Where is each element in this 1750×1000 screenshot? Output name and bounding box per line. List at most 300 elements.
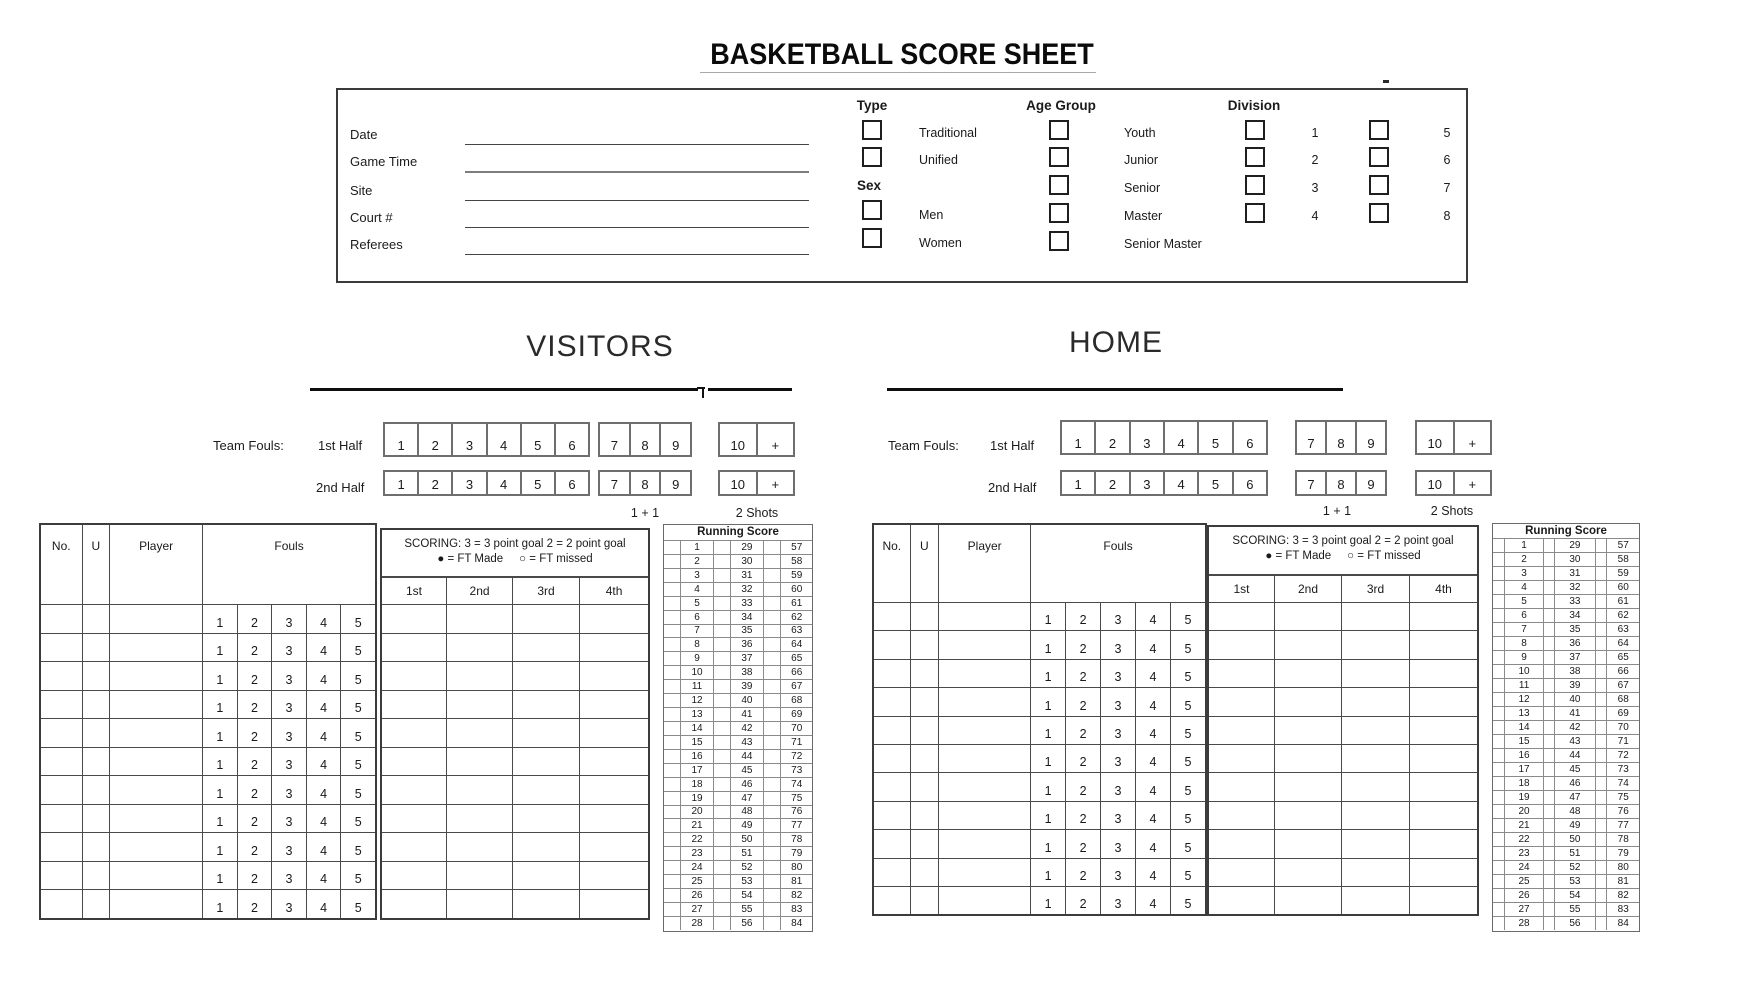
visitors-running-score-number[interactable]: 24: [680, 861, 714, 874]
home-foul-cell-5[interactable]: 5: [1170, 717, 1205, 744]
home-running-score-number[interactable]: 45: [1554, 763, 1594, 776]
home-running-score-number[interactable]: 25: [1504, 875, 1543, 888]
home-running-score-number[interactable]: 42: [1554, 721, 1594, 734]
home-running-score-blank-cell[interactable]: [1543, 539, 1554, 552]
home-running-score-number[interactable]: 7: [1504, 623, 1543, 636]
home-running-score-number[interactable]: 19: [1504, 791, 1543, 804]
visitors-running-score-blank-cell[interactable]: [713, 680, 730, 693]
visitors-running-score-number[interactable]: 63: [780, 625, 812, 638]
home-scoring-cell-2nd[interactable]: [1274, 745, 1341, 772]
home-running-score-blank-cell[interactable]: [1595, 903, 1607, 916]
home-player-no-cell[interactable]: [874, 830, 910, 857]
home-running-score-blank-cell[interactable]: [1493, 581, 1504, 594]
visitors-foul-cell-3[interactable]: 3: [271, 691, 306, 719]
visitors-foul-cell-1[interactable]: 1: [216, 786, 224, 801]
home-foul-cell-5[interactable]: 5: [1170, 688, 1205, 715]
home-player-name-cell[interactable]: [938, 802, 1030, 829]
visitors-team-foul-cell-+[interactable]: +: [756, 472, 794, 494]
home-running-score-number[interactable]: 50: [1554, 833, 1594, 846]
visitors-team-foul-cell-10[interactable]: 10: [730, 438, 745, 453]
home-running-score-blank-cell[interactable]: [1543, 763, 1554, 776]
visitors-running-score-number[interactable]: 8: [680, 638, 714, 651]
home-foul-cell-4[interactable]: 4: [1135, 887, 1170, 914]
home-running-score-blank-cell[interactable]: [1493, 651, 1504, 664]
home-scoring-cell-1st[interactable]: [1209, 745, 1274, 772]
home-running-score-number[interactable]: 78: [1606, 833, 1639, 846]
home-running-score-blank-cell[interactable]: [1543, 735, 1554, 748]
visitors-foul-cell-4[interactable]: 4: [306, 776, 341, 804]
home-team-foul-cell-5[interactable]: 5: [1197, 422, 1231, 453]
home-running-score-blank-cell[interactable]: [1543, 665, 1554, 678]
home-scoring-cell-4th[interactable]: [1409, 717, 1477, 744]
visitors-foul-cell-1[interactable]: 1: [216, 872, 224, 886]
visitors-scoring-cell-2nd[interactable]: [446, 833, 512, 861]
home-player-no-cell[interactable]: [874, 802, 910, 829]
home-running-score-blank-cell[interactable]: [1493, 609, 1504, 622]
sex-checkbox-2[interactable]: [862, 228, 882, 248]
home-running-score-number[interactable]: 75: [1606, 791, 1639, 804]
visitors-running-score-blank-cell[interactable]: [713, 569, 730, 582]
home-running-score-number[interactable]: 64: [1606, 637, 1639, 650]
visitors-running-score-number[interactable]: 28: [680, 917, 714, 930]
home-foul-cell-5[interactable]: 5: [1170, 631, 1205, 658]
visitors-running-score-blank-cell[interactable]: [664, 736, 680, 749]
visitors-foul-cell-1[interactable]: 1: [216, 815, 224, 829]
visitors-player-u-cell[interactable]: [82, 748, 110, 776]
home-running-score-blank-cell[interactable]: [1595, 637, 1607, 650]
home-scoring-cell-1st[interactable]: [1209, 830, 1274, 857]
visitors-scoring-cell-1st[interactable]: [382, 833, 446, 861]
home-running-score-blank-cell[interactable]: [1493, 665, 1504, 678]
visitors-running-score-number[interactable]: 34: [730, 611, 763, 624]
home-running-score-number[interactable]: 80: [1606, 861, 1639, 874]
home-scoring-cell-3rd[interactable]: [1341, 688, 1409, 715]
visitors-running-score-blank-cell[interactable]: [763, 847, 781, 860]
visitors-running-score-number[interactable]: 72: [780, 750, 812, 763]
home-running-score-number[interactable]: 17: [1504, 763, 1543, 776]
division-checkbox-3[interactable]: [1245, 175, 1265, 195]
visitors-foul-cell-1[interactable]: 1: [216, 672, 224, 687]
visitors-team-foul-cell-2[interactable]: 2: [417, 424, 451, 455]
home-running-score-blank-cell[interactable]: [1595, 777, 1607, 790]
home-running-score-blank-cell[interactable]: [1595, 791, 1607, 804]
visitors-foul-cell-2[interactable]: 2: [237, 890, 272, 918]
home-scoring-cell-1st[interactable]: [1209, 717, 1274, 744]
division-checkbox-1[interactable]: [1245, 120, 1265, 140]
visitors-running-score-blank-cell[interactable]: [664, 792, 680, 805]
visitors-running-score-number[interactable]: 78: [780, 833, 812, 846]
visitors-running-score-number[interactable]: 44: [730, 750, 763, 763]
home-player-name-cell[interactable]: [938, 631, 1030, 658]
visitors-running-score-blank-cell[interactable]: [763, 736, 781, 749]
home-running-score-number[interactable]: 26: [1504, 889, 1543, 902]
visitors-running-score-blank-cell[interactable]: [713, 875, 730, 888]
visitors-running-score-number[interactable]: 26: [680, 889, 714, 902]
visitors-team-foul-cell-1[interactable]: 1: [397, 438, 405, 453]
home-running-score-blank-cell[interactable]: [1595, 567, 1607, 580]
visitors-running-score-blank-cell[interactable]: [713, 555, 730, 568]
home-foul-cell-1[interactable]: 1: [1044, 698, 1052, 713]
home-running-score-blank-cell[interactable]: [1543, 805, 1554, 818]
home-running-score-blank-cell[interactable]: [1543, 861, 1554, 874]
visitors-running-score-number[interactable]: 57: [780, 541, 812, 554]
visitors-running-score-number[interactable]: 43: [730, 736, 763, 749]
home-foul-cell-2[interactable]: 2: [1065, 631, 1100, 658]
visitors-player-u-cell[interactable]: [82, 862, 110, 890]
home-foul-cell-3[interactable]: 3: [1100, 717, 1135, 744]
home-running-score-number[interactable]: 38: [1554, 665, 1594, 678]
home-foul-cell-1[interactable]: 1: [1044, 641, 1052, 656]
home-scoring-cell-3rd[interactable]: [1341, 745, 1409, 772]
home-foul-cell-3[interactable]: 3: [1100, 887, 1135, 914]
home-running-score-number[interactable]: 81: [1606, 875, 1639, 888]
visitors-running-score-blank-cell[interactable]: [713, 903, 730, 916]
home-running-score-number[interactable]: 61: [1606, 595, 1639, 608]
home-foul-cell-4[interactable]: 4: [1135, 631, 1170, 658]
visitors-running-score-blank-cell[interactable]: [713, 541, 730, 554]
home-foul-cell-3[interactable]: 3: [1100, 603, 1135, 630]
visitors-running-score-number[interactable]: 67: [780, 680, 812, 693]
visitors-foul-cell-3[interactable]: 3: [271, 605, 306, 633]
visitors-running-score-number[interactable]: 37: [730, 652, 763, 665]
home-player-u-cell[interactable]: [910, 745, 939, 772]
home-running-score-number[interactable]: 6: [1504, 609, 1543, 622]
visitors-foul-cell-3[interactable]: 3: [271, 776, 306, 804]
home-foul-cell-5[interactable]: 5: [1170, 660, 1205, 687]
visitors-player-name-cell[interactable]: [109, 890, 202, 918]
home-player-no-cell[interactable]: [874, 859, 910, 886]
visitors-foul-cell-3[interactable]: 3: [271, 662, 306, 690]
visitors-running-score-number[interactable]: 65: [780, 652, 812, 665]
home-team-name-line[interactable]: [887, 388, 1343, 391]
visitors-team-foul-cell-10[interactable]: 10: [730, 477, 745, 492]
visitors-running-score-number[interactable]: 6: [680, 611, 714, 624]
home-running-score-blank-cell[interactable]: [1493, 861, 1504, 874]
visitors-running-score-blank-cell[interactable]: [713, 736, 730, 749]
home-running-score-blank-cell[interactable]: [1595, 833, 1607, 846]
home-running-score-blank-cell[interactable]: [1543, 623, 1554, 636]
visitors-running-score-blank-cell[interactable]: [664, 764, 680, 777]
home-foul-cell-1[interactable]: 1: [1044, 670, 1052, 685]
home-running-score-blank-cell[interactable]: [1543, 721, 1554, 734]
visitors-foul-cell-3[interactable]: 3: [271, 833, 306, 861]
visitors-foul-cell-1[interactable]: 1: [216, 758, 224, 772]
home-running-score-blank-cell[interactable]: [1595, 679, 1607, 692]
home-running-score-blank-cell[interactable]: [1543, 847, 1554, 860]
home-foul-cell-3[interactable]: 3: [1100, 802, 1135, 829]
home-running-score-number[interactable]: 33: [1554, 595, 1594, 608]
home-foul-cell-1[interactable]: 1: [1044, 868, 1052, 883]
home-player-no-cell[interactable]: [874, 745, 910, 772]
visitors-scoring-cell-3rd[interactable]: [512, 748, 579, 776]
home-running-score-number[interactable]: 1: [1504, 539, 1543, 552]
visitors-running-score-number[interactable]: 11: [680, 680, 714, 693]
visitors-running-score-blank-cell[interactable]: [713, 722, 730, 735]
visitors-running-score-number[interactable]: 42: [730, 722, 763, 735]
visitors-foul-cell-2[interactable]: 2: [237, 833, 272, 861]
division-checkbox-7[interactable]: [1369, 175, 1389, 195]
visitors-running-score-blank-cell[interactable]: [664, 806, 680, 819]
visitors-scoring-cell-4th[interactable]: [579, 833, 648, 861]
home-running-score-blank-cell[interactable]: [1543, 679, 1554, 692]
home-foul-cell-4[interactable]: 4: [1135, 603, 1170, 630]
visitors-running-score-number[interactable]: 73: [780, 764, 812, 777]
home-team-foul-cell-1[interactable]: 1: [1074, 477, 1082, 492]
home-running-score-number[interactable]: 21: [1504, 819, 1543, 832]
home-running-score-blank-cell[interactable]: [1493, 553, 1504, 566]
visitors-foul-cell-2[interactable]: 2: [237, 634, 272, 662]
visitors-running-score-blank-cell[interactable]: [763, 652, 781, 665]
visitors-foul-cell-5[interactable]: 5: [340, 748, 375, 776]
home-player-no-cell[interactable]: [874, 773, 910, 800]
visitors-running-score-blank-cell[interactable]: [664, 652, 680, 665]
visitors-running-score-number[interactable]: 83: [780, 903, 812, 916]
visitors-player-no-cell[interactable]: [41, 776, 82, 804]
visitors-running-score-blank-cell[interactable]: [763, 917, 781, 930]
visitors-scoring-cell-4th[interactable]: [579, 776, 648, 804]
home-running-score-blank-cell[interactable]: [1595, 917, 1607, 930]
visitors-foul-cell-2[interactable]: 2: [237, 662, 272, 690]
visitors-team-foul-cell-4[interactable]: 4: [486, 472, 520, 494]
home-running-score-blank-cell[interactable]: [1493, 791, 1504, 804]
visitors-running-score-number[interactable]: 32: [730, 583, 763, 596]
visitors-player-name-cell[interactable]: [109, 605, 202, 633]
home-running-score-blank-cell[interactable]: [1595, 651, 1607, 664]
visitors-running-score-blank-cell[interactable]: [664, 847, 680, 860]
home-scoring-cell-2nd[interactable]: [1274, 717, 1341, 744]
visitors-running-score-number[interactable]: 30: [730, 555, 763, 568]
visitors-running-score-number[interactable]: 52: [730, 861, 763, 874]
visitors-running-score-number[interactable]: 74: [780, 778, 812, 791]
visitors-running-score-number[interactable]: 48: [730, 806, 763, 819]
visitors-running-score-number[interactable]: 77: [780, 819, 812, 832]
home-foul-cell-2[interactable]: 2: [1065, 688, 1100, 715]
home-scoring-cell-4th[interactable]: [1409, 802, 1477, 829]
visitors-foul-cell-4[interactable]: 4: [306, 833, 341, 861]
home-foul-cell-5[interactable]: 5: [1170, 603, 1205, 630]
visitors-team-foul-cell-4[interactable]: 4: [486, 424, 520, 455]
home-foul-cell-5[interactable]: 5: [1170, 773, 1205, 800]
visitors-running-score-number[interactable]: 50: [730, 833, 763, 846]
home-foul-cell-2[interactable]: 2: [1065, 859, 1100, 886]
home-foul-cell-5[interactable]: 5: [1170, 887, 1205, 914]
visitors-running-score-blank-cell[interactable]: [763, 792, 781, 805]
visitors-foul-cell-4[interactable]: 4: [306, 748, 341, 776]
visitors-running-score-blank-cell[interactable]: [713, 583, 730, 596]
visitors-running-score-blank-cell[interactable]: [664, 708, 680, 721]
home-player-no-cell[interactable]: [874, 887, 910, 914]
home-running-score-number[interactable]: 12: [1504, 693, 1543, 706]
visitors-running-score-blank-cell[interactable]: [664, 875, 680, 888]
home-running-score-number[interactable]: 16: [1504, 749, 1543, 762]
home-running-score-number[interactable]: 70: [1606, 721, 1639, 734]
visitors-running-score-blank-cell[interactable]: [713, 638, 730, 651]
home-running-score-number[interactable]: 52: [1554, 861, 1594, 874]
visitors-foul-cell-3[interactable]: 3: [271, 748, 306, 776]
home-foul-cell-3[interactable]: 3: [1100, 688, 1135, 715]
home-team-foul-cell-+[interactable]: +: [1453, 472, 1491, 494]
home-running-score-number[interactable]: 20: [1504, 805, 1543, 818]
visitors-foul-cell-4[interactable]: 4: [306, 862, 341, 890]
visitors-running-score-number[interactable]: 14: [680, 722, 714, 735]
visitors-scoring-cell-2nd[interactable]: [446, 890, 512, 918]
home-foul-cell-2[interactable]: 2: [1065, 603, 1100, 630]
home-scoring-cell-3rd[interactable]: [1341, 802, 1409, 829]
visitors-foul-cell-4[interactable]: 4: [306, 691, 341, 719]
visitors-running-score-number[interactable]: 40: [730, 694, 763, 707]
home-scoring-cell-2nd[interactable]: [1274, 603, 1341, 630]
home-player-u-cell[interactable]: [910, 773, 939, 800]
home-running-score-blank-cell[interactable]: [1595, 749, 1607, 762]
visitors-running-score-number[interactable]: 19: [680, 792, 714, 805]
home-running-score-number[interactable]: 71: [1606, 735, 1639, 748]
home-running-score-blank-cell[interactable]: [1595, 707, 1607, 720]
home-scoring-cell-2nd[interactable]: [1274, 660, 1341, 687]
visitors-player-name-cell[interactable]: [109, 862, 202, 890]
visitors-running-score-number[interactable]: 47: [730, 792, 763, 805]
visitors-foul-cell-4[interactable]: 4: [306, 634, 341, 662]
visitors-running-score-blank-cell[interactable]: [713, 847, 730, 860]
visitors-running-score-number[interactable]: 2: [680, 555, 714, 568]
visitors-running-score-number[interactable]: 80: [780, 861, 812, 874]
home-running-score-number[interactable]: 37: [1554, 651, 1594, 664]
home-player-name-cell[interactable]: [938, 688, 1030, 715]
visitors-running-score-blank-cell[interactable]: [713, 778, 730, 791]
home-running-score-blank-cell[interactable]: [1493, 889, 1504, 902]
home-scoring-cell-4th[interactable]: [1409, 631, 1477, 658]
visitors-running-score-number[interactable]: 60: [780, 583, 812, 596]
visitors-running-score-blank-cell[interactable]: [763, 764, 781, 777]
visitors-scoring-cell-3rd[interactable]: [512, 776, 579, 804]
visitors-foul-cell-2[interactable]: 2: [237, 748, 272, 776]
home-scoring-cell-2nd[interactable]: [1274, 887, 1341, 914]
visitors-scoring-cell-3rd[interactable]: [512, 890, 579, 918]
type-checkbox-2[interactable]: [862, 147, 882, 167]
home-player-no-cell[interactable]: [874, 688, 910, 715]
home-foul-cell-5[interactable]: 5: [1170, 745, 1205, 772]
visitors-scoring-cell-1st[interactable]: [382, 805, 446, 833]
home-foul-cell-5[interactable]: 5: [1170, 859, 1205, 886]
home-running-score-number[interactable]: 22: [1504, 833, 1543, 846]
home-running-score-number[interactable]: 4: [1504, 581, 1543, 594]
visitors-scoring-cell-3rd[interactable]: [512, 833, 579, 861]
visitors-running-score-blank-cell[interactable]: [763, 541, 781, 554]
home-running-score-number[interactable]: 2: [1504, 553, 1543, 566]
division-checkbox-4[interactable]: [1245, 203, 1265, 223]
visitors-foul-cell-3[interactable]: 3: [271, 719, 306, 747]
home-scoring-cell-2nd[interactable]: [1274, 688, 1341, 715]
home-running-score-blank-cell[interactable]: [1543, 833, 1554, 846]
home-running-score-number[interactable]: 13: [1504, 707, 1543, 720]
home-scoring-cell-4th[interactable]: [1409, 688, 1477, 715]
visitors-foul-cell-1[interactable]: 1: [216, 701, 224, 715]
visitors-scoring-cell-4th[interactable]: [579, 862, 648, 890]
home-running-score-number[interactable]: 41: [1554, 707, 1594, 720]
visitors-player-name-cell[interactable]: [109, 634, 202, 662]
home-running-score-number[interactable]: 51: [1554, 847, 1594, 860]
home-player-u-cell[interactable]: [910, 603, 939, 630]
visitors-running-score-blank-cell[interactable]: [763, 666, 781, 679]
visitors-scoring-cell-2nd[interactable]: [446, 634, 512, 662]
home-running-score-number[interactable]: 73: [1606, 763, 1639, 776]
visitors-foul-cell-3[interactable]: 3: [271, 634, 306, 662]
home-foul-cell-5[interactable]: 5: [1170, 830, 1205, 857]
age-group-checkbox-4[interactable]: [1049, 203, 1069, 223]
home-running-score-number[interactable]: 5: [1504, 595, 1543, 608]
visitors-running-score-blank-cell[interactable]: [713, 889, 730, 902]
home-running-score-number[interactable]: 72: [1606, 749, 1639, 762]
visitors-running-score-number[interactable]: 58: [780, 555, 812, 568]
home-running-score-blank-cell[interactable]: [1493, 903, 1504, 916]
home-running-score-number[interactable]: 15: [1504, 735, 1543, 748]
visitors-running-score-blank-cell[interactable]: [763, 806, 781, 819]
visitors-scoring-cell-1st[interactable]: [382, 890, 446, 918]
visitors-scoring-cell-3rd[interactable]: [512, 691, 579, 719]
home-foul-cell-3[interactable]: 3: [1100, 859, 1135, 886]
visitors-player-no-cell[interactable]: [41, 862, 82, 890]
home-running-score-number[interactable]: 32: [1554, 581, 1594, 594]
visitors-foul-cell-3[interactable]: 3: [271, 805, 306, 833]
visitors-foul-cell-1[interactable]: 1: [216, 843, 224, 858]
home-scoring-cell-3rd[interactable]: [1341, 660, 1409, 687]
visitors-running-score-blank-cell[interactable]: [763, 889, 781, 902]
home-player-u-cell[interactable]: [910, 802, 939, 829]
home-running-score-number[interactable]: 27: [1504, 903, 1543, 916]
home-running-score-number[interactable]: 62: [1606, 609, 1639, 622]
home-running-score-blank-cell[interactable]: [1595, 763, 1607, 776]
visitors-running-score-number[interactable]: 45: [730, 764, 763, 777]
visitors-running-score-number[interactable]: 82: [780, 889, 812, 902]
visitors-running-score-blank-cell[interactable]: [763, 708, 781, 721]
visitors-foul-cell-5[interactable]: 5: [340, 691, 375, 719]
visitors-running-score-number[interactable]: 5: [680, 597, 714, 610]
home-player-name-cell[interactable]: [938, 830, 1030, 857]
home-scoring-cell-3rd[interactable]: [1341, 887, 1409, 914]
home-running-score-blank-cell[interactable]: [1493, 693, 1504, 706]
visitors-running-score-blank-cell[interactable]: [763, 819, 781, 832]
visitors-running-score-number[interactable]: 69: [780, 708, 812, 721]
home-running-score-blank-cell[interactable]: [1493, 875, 1504, 888]
home-foul-cell-3[interactable]: 3: [1100, 745, 1135, 772]
visitors-running-score-number[interactable]: 56: [730, 917, 763, 930]
visitors-team-foul-cell-3[interactable]: 3: [451, 472, 485, 494]
visitors-foul-cell-4[interactable]: 4: [306, 662, 341, 690]
visitors-running-score-number[interactable]: 35: [730, 625, 763, 638]
home-player-name-cell[interactable]: [938, 745, 1030, 772]
home-scoring-cell-2nd[interactable]: [1274, 802, 1341, 829]
home-running-score-number[interactable]: 24: [1504, 861, 1543, 874]
field-line-date[interactable]: [465, 144, 809, 145]
home-running-score-blank-cell[interactable]: [1493, 623, 1504, 636]
visitors-player-u-cell[interactable]: [82, 776, 110, 804]
home-running-score-number[interactable]: 31: [1554, 567, 1594, 580]
visitors-scoring-cell-1st[interactable]: [382, 605, 446, 633]
visitors-scoring-cell-2nd[interactable]: [446, 805, 512, 833]
visitors-running-score-blank-cell[interactable]: [713, 666, 730, 679]
home-team-foul-cell-9[interactable]: 9: [1355, 472, 1385, 494]
home-scoring-cell-4th[interactable]: [1409, 773, 1477, 800]
home-player-name-cell[interactable]: [938, 887, 1030, 914]
visitors-team-foul-cell-5[interactable]: 5: [520, 472, 554, 494]
home-team-foul-cell-6[interactable]: 6: [1232, 422, 1266, 453]
visitors-running-score-blank-cell[interactable]: [664, 833, 680, 846]
home-scoring-cell-2nd[interactable]: [1274, 830, 1341, 857]
home-scoring-cell-2nd[interactable]: [1274, 631, 1341, 658]
home-running-score-number[interactable]: 18: [1504, 777, 1543, 790]
visitors-running-score-blank-cell[interactable]: [713, 708, 730, 721]
visitors-running-score-number[interactable]: 15: [680, 736, 714, 749]
home-scoring-cell-3rd[interactable]: [1341, 859, 1409, 886]
